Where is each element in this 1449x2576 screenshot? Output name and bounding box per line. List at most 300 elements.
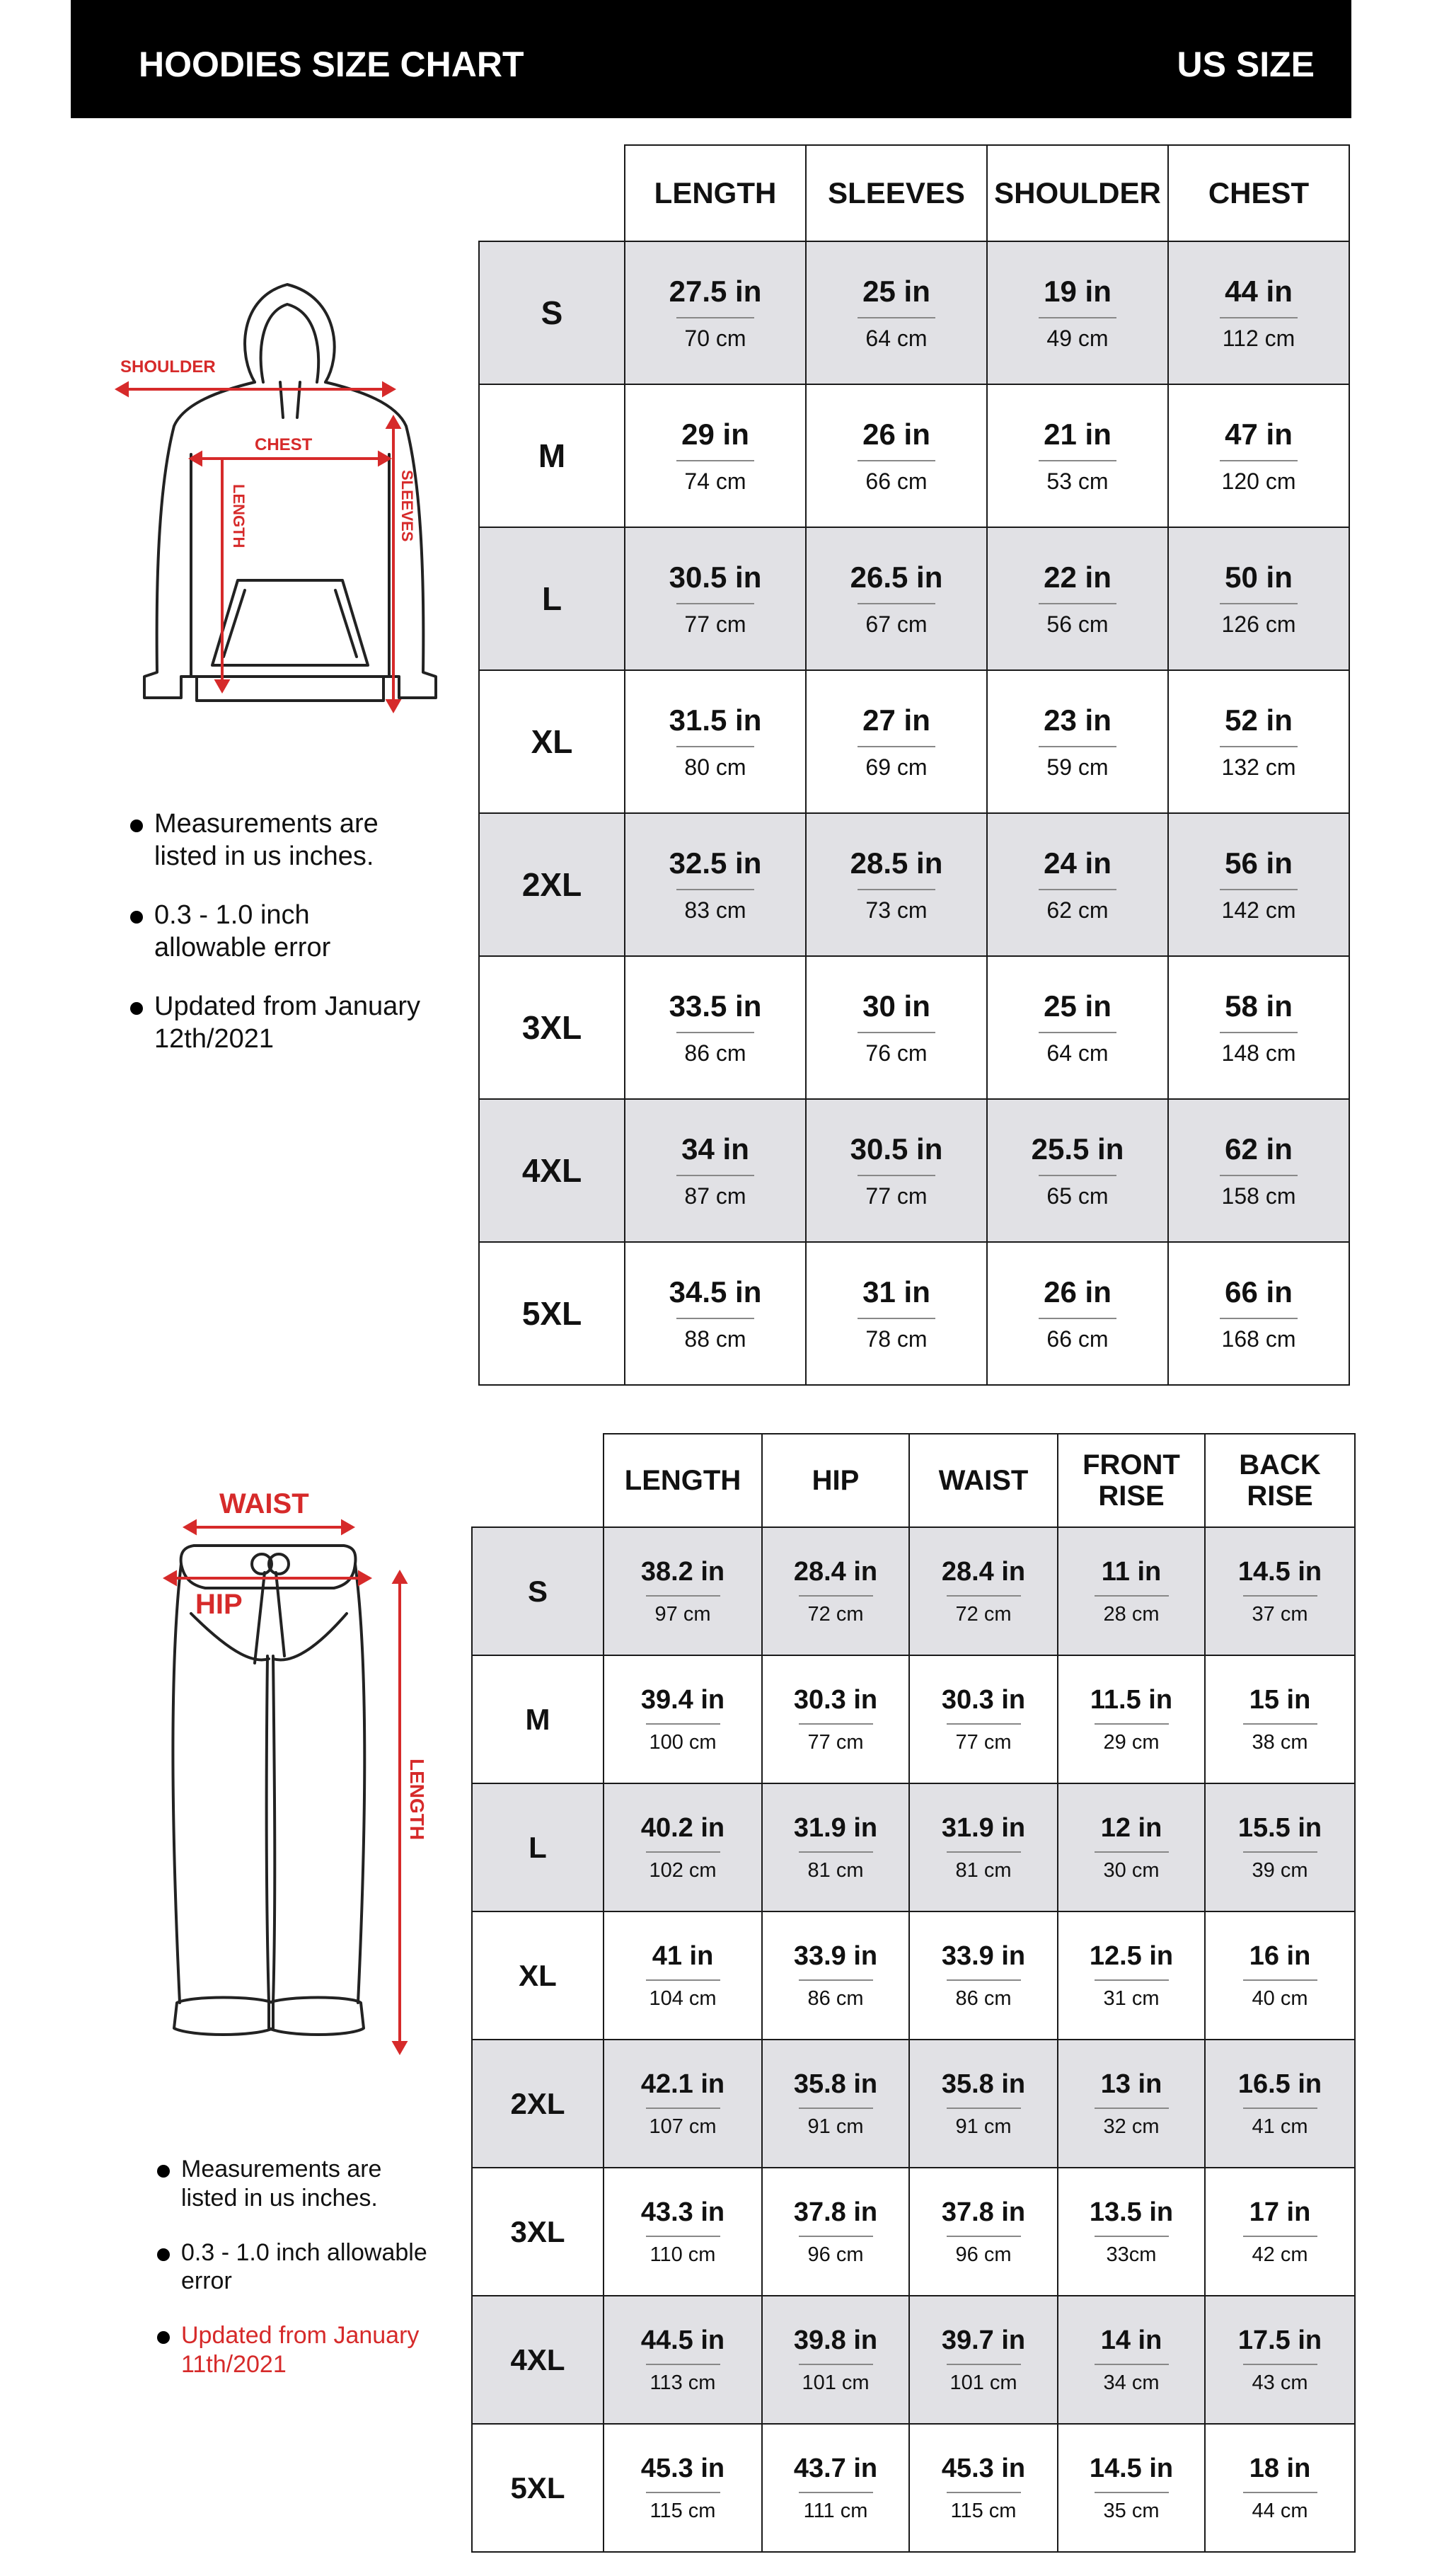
inch-value: 21 in [1044, 417, 1112, 451]
note-item: Measurements are listed in us inches. [157, 2155, 440, 2213]
value-divider [1039, 317, 1116, 318]
cm-value: 91 cm [807, 2115, 864, 2138]
value-divider [1220, 1032, 1298, 1033]
measurement-cell [625, 241, 806, 384]
cm-value: 53 cm [1046, 468, 1109, 494]
value-divider [799, 2492, 873, 2493]
measurement-cell [625, 527, 806, 670]
measurement-cell [625, 813, 806, 956]
table-row [479, 1242, 1349, 1385]
measurement-cell [604, 2296, 762, 2424]
cm-value: 39 cm [1252, 1858, 1308, 1882]
inch-value: 62 in [1225, 1132, 1293, 1166]
value-divider [947, 1851, 1021, 1853]
size-label: 2XL [479, 813, 625, 956]
value-divider [947, 1595, 1021, 1597]
inch-value: 42.1 in [640, 2069, 725, 2099]
value-divider [1220, 317, 1298, 318]
cm-value: 86 cm [807, 1986, 864, 2010]
cm-value: 142 cm [1221, 897, 1296, 923]
cm-value: 168 cm [1221, 1326, 1296, 1352]
value-divider [799, 2364, 873, 2365]
value-divider [676, 460, 754, 461]
measurement-cell [909, 2296, 1058, 2424]
measurement-cell [1205, 2168, 1355, 2296]
measurement-cell [762, 2424, 909, 2552]
value-divider [676, 603, 754, 604]
inch-value: 45.3 in [640, 2453, 725, 2483]
value-divider [1095, 2236, 1169, 2237]
size-label: L [472, 1783, 604, 1911]
inch-value: 41 in [652, 1940, 714, 1971]
measurement-cell [1058, 1783, 1205, 1911]
sleeves-label: SLEEVES [398, 470, 416, 542]
measurement-cell [1168, 241, 1349, 384]
cm-value: 104 cm [649, 1986, 717, 2010]
measurement-cell [1205, 1911, 1355, 2040]
value-divider [1220, 460, 1298, 461]
size-label: 2XL [472, 2040, 604, 2168]
inch-value: 27.5 in [669, 274, 762, 308]
measurement-cell [1058, 1911, 1205, 2040]
inch-value: 58 in [1225, 989, 1293, 1023]
inch-value: 31 in [862, 1275, 930, 1309]
column-header: WAIST [909, 1434, 1058, 1527]
table-row [479, 956, 1349, 1099]
cm-value: 64 cm [865, 325, 928, 351]
hoodie-illustration [113, 269, 467, 736]
value-divider [676, 1032, 754, 1033]
inch-value: 16 in [1249, 1940, 1311, 1971]
cm-value: 97 cm [654, 1602, 711, 1626]
measurement-cell [762, 2040, 909, 2168]
measurement-cell [1168, 384, 1349, 527]
measurement-cell [604, 2168, 762, 2296]
measurement-cell [909, 1783, 1058, 1911]
cm-value: 113 cm [650, 2371, 716, 2394]
value-divider [799, 1851, 873, 1853]
chart-header [71, 0, 1351, 118]
value-divider [1243, 1851, 1317, 1853]
value-divider [646, 1979, 720, 1981]
cm-value: 72 cm [955, 1602, 1012, 1626]
inch-value: 47 in [1225, 417, 1293, 451]
cm-value: 66 cm [1046, 1326, 1109, 1352]
inch-value: 25 in [1044, 989, 1112, 1023]
inch-value: 34 in [681, 1132, 749, 1166]
measurement-cell [909, 1655, 1058, 1783]
inch-value: 34.5 in [669, 1275, 762, 1309]
cm-value: 42 cm [1252, 2243, 1308, 2266]
cm-value: 65 cm [1046, 1183, 1109, 1209]
inch-value: 26 in [1044, 1275, 1112, 1309]
value-divider [1095, 1595, 1169, 1597]
cm-value: 43 cm [1252, 2371, 1308, 2394]
inch-value: 22 in [1044, 560, 1112, 594]
inch-value: 13.5 in [1089, 2197, 1174, 2227]
inch-value: 11.5 in [1090, 1684, 1173, 1715]
value-divider [1095, 1851, 1169, 1853]
cm-value: 148 cm [1221, 1040, 1296, 1066]
cm-value: 74 cm [684, 468, 746, 494]
cm-value: 40 cm [1252, 1986, 1308, 2010]
table-row [479, 1099, 1349, 1242]
cm-value: 88 cm [684, 1326, 746, 1352]
measurement-cell [987, 813, 1168, 956]
value-divider [1095, 2492, 1169, 2493]
measurement-cell [1168, 813, 1349, 956]
measurement-cell [987, 1099, 1168, 1242]
note-item: Measurements are listed in us inches. [130, 808, 427, 873]
value-divider [1243, 2108, 1317, 2109]
size-label: 5XL [479, 1242, 625, 1385]
value-divider [1095, 2108, 1169, 2109]
size-region-label: US SIZE [1177, 45, 1315, 84]
inch-value: 25.5 in [1031, 1132, 1124, 1166]
measurement-cell [1058, 2424, 1205, 2552]
measurement-cell [762, 1911, 909, 2040]
measurement-cell [1168, 1242, 1349, 1385]
measurement-cell [762, 1527, 909, 1655]
cm-value: 41 cm [1252, 2115, 1308, 2138]
hoodie-size-table [478, 144, 1350, 1386]
table-row [479, 527, 1349, 670]
inch-value: 27 in [862, 703, 930, 737]
value-divider [858, 1032, 935, 1033]
inch-value: 66 in [1225, 1275, 1293, 1309]
inch-value: 18 in [1249, 2453, 1311, 2483]
inch-value: 39.8 in [793, 2325, 878, 2355]
value-divider [1243, 2364, 1317, 2365]
inch-value: 50 in [1225, 560, 1293, 594]
value-divider [947, 2236, 1021, 2237]
inch-value: 30.5 in [850, 1132, 943, 1166]
value-divider [1243, 1595, 1317, 1597]
cm-value: 101 cm [949, 2371, 1017, 2394]
inch-value: 43.7 in [793, 2453, 878, 2483]
measurement-cell [625, 1242, 806, 1385]
measurement-cell [1205, 2424, 1355, 2552]
cm-value: 87 cm [684, 1183, 746, 1209]
cm-value: 115 cm [950, 2499, 1017, 2522]
inch-value: 14.5 in [1089, 2453, 1174, 2483]
value-divider [858, 460, 935, 461]
inch-value: 14 in [1100, 2325, 1162, 2355]
cm-value: 80 cm [684, 754, 746, 780]
size-label: 5XL [472, 2424, 604, 2552]
cm-value: 28 cm [1103, 1602, 1160, 1626]
measurement-cell [806, 813, 987, 956]
inch-value: 30.3 in [941, 1684, 1026, 1715]
value-divider [858, 1175, 935, 1176]
cm-value: 49 cm [1046, 325, 1109, 351]
value-divider [676, 746, 754, 747]
cm-value: 67 cm [865, 611, 928, 637]
measurement-cell [909, 2040, 1058, 2168]
value-divider [1243, 1723, 1317, 1725]
value-divider [646, 2108, 720, 2109]
measurement-cell [1058, 1655, 1205, 1783]
cm-value: 91 cm [955, 2115, 1012, 2138]
measurement-cell [806, 384, 987, 527]
value-divider [858, 603, 935, 604]
cm-value: 102 cm [649, 1858, 717, 1882]
value-divider [947, 2108, 1021, 2109]
cm-value: 29 cm [1103, 1730, 1160, 1754]
value-divider [646, 2364, 720, 2365]
cm-value: 110 cm [650, 2243, 716, 2266]
value-divider [1220, 746, 1298, 747]
measurement-cell [762, 1783, 909, 1911]
size-label: XL [472, 1911, 604, 2040]
cm-value: 81 cm [807, 1858, 864, 1882]
value-divider [799, 2236, 873, 2237]
table-row [472, 1655, 1355, 1783]
measurement-cell [762, 1655, 909, 1783]
cm-value: 111 cm [803, 2499, 868, 2522]
inch-value: 38.2 in [640, 1556, 725, 1587]
value-divider [858, 1318, 935, 1319]
measurement-cell [909, 1527, 1058, 1655]
cm-value: 33cm [1106, 2243, 1157, 2266]
hip-label: HIP [195, 1589, 243, 1620]
cm-value: 66 cm [865, 468, 928, 494]
measurement-cell [1205, 2296, 1355, 2424]
measurement-cell [806, 956, 987, 1099]
value-divider [1039, 460, 1116, 461]
cm-value: 101 cm [802, 2371, 870, 2394]
measurement-cell [806, 241, 987, 384]
column-header: CHEST [1168, 145, 1349, 241]
inch-value: 35.8 in [793, 2069, 878, 2099]
cm-value: 32 cm [1103, 2115, 1160, 2138]
cm-value: 73 cm [865, 897, 928, 923]
measurement-cell [987, 1242, 1168, 1385]
size-label: 3XL [479, 956, 625, 1099]
measurement-cell [1168, 527, 1349, 670]
measurement-cell [987, 670, 1168, 813]
cm-value: 77 cm [807, 1730, 864, 1754]
cm-value: 86 cm [684, 1040, 746, 1066]
measurement-cell [1205, 1655, 1355, 1783]
inch-value: 37.8 in [793, 2197, 878, 2227]
table-row [479, 241, 1349, 384]
value-divider [646, 1595, 720, 1597]
value-divider [1039, 1318, 1116, 1319]
pants-length-label: LENGTH [406, 1759, 428, 1841]
value-divider [1220, 889, 1298, 890]
inch-value: 14.5 in [1237, 1556, 1322, 1587]
cm-value: 112 cm [1222, 325, 1295, 351]
cm-value: 96 cm [807, 2243, 864, 2266]
value-divider [799, 1595, 873, 1597]
value-divider [676, 889, 754, 890]
column-header: HIP [762, 1434, 909, 1527]
inch-value: 52 in [1225, 703, 1293, 737]
value-divider [858, 746, 935, 747]
inch-value: 40.2 in [640, 1812, 725, 1843]
size-label: 4XL [479, 1099, 625, 1242]
pants-notes [157, 2155, 440, 2405]
value-divider [1039, 746, 1116, 747]
inch-value: 28.4 in [941, 1556, 1026, 1587]
inch-value: 15.5 in [1237, 1812, 1322, 1843]
measurement-cell [1205, 1783, 1355, 1911]
table-row [472, 1527, 1355, 1655]
pants-illustration [149, 1488, 446, 2074]
cm-value: 86 cm [955, 1986, 1012, 2010]
measurement-cell [604, 1783, 762, 1911]
inch-value: 30 in [862, 989, 930, 1023]
measurement-cell [1168, 670, 1349, 813]
inch-value: 31.9 in [941, 1812, 1026, 1843]
cm-value: 38 cm [1252, 1730, 1308, 1754]
size-label: M [479, 384, 625, 527]
value-divider [1243, 1979, 1317, 1981]
value-divider [1095, 2364, 1169, 2365]
measurement-cell [909, 1911, 1058, 2040]
cm-value: 120 cm [1221, 468, 1296, 494]
size-label: XL [479, 670, 625, 813]
value-divider [676, 317, 754, 318]
inch-value: 11 in [1101, 1556, 1162, 1587]
table-row [472, 2296, 1355, 2424]
cm-value: 56 cm [1046, 611, 1109, 637]
inch-value: 31.5 in [669, 703, 762, 737]
cm-value: 69 cm [865, 754, 928, 780]
value-divider [1243, 2236, 1317, 2237]
inch-value: 35.8 in [941, 2069, 1026, 2099]
measurement-cell [762, 2296, 909, 2424]
cm-value: 77 cm [865, 1183, 928, 1209]
inch-value: 23 in [1044, 703, 1112, 737]
measurement-cell [1168, 956, 1349, 1099]
inch-value: 33.5 in [669, 989, 762, 1023]
inch-value: 37.8 in [941, 2197, 1026, 2227]
inch-value: 29 in [681, 417, 749, 451]
measurement-cell [1058, 2296, 1205, 2424]
value-divider [1220, 1318, 1298, 1319]
cm-value: 37 cm [1252, 1602, 1308, 1626]
chart-title: HOODIES SIZE CHART [139, 45, 524, 84]
measurement-cell [909, 2168, 1058, 2296]
measurement-cell [604, 2040, 762, 2168]
inch-value: 33.9 in [941, 1940, 1026, 1971]
measurement-cell [987, 241, 1168, 384]
value-divider [1039, 603, 1116, 604]
cm-value: 115 cm [650, 2499, 716, 2522]
value-divider [1095, 1979, 1169, 1981]
inch-value: 17.5 in [1237, 2325, 1322, 2355]
table-row [472, 2168, 1355, 2296]
column-header: SLEEVES [806, 145, 987, 241]
cm-value: 44 cm [1252, 2499, 1308, 2522]
cm-value: 62 cm [1046, 897, 1109, 923]
shoulder-label: SHOULDER [120, 357, 216, 376]
note-item-updated: Updated from January 11th/2021 [157, 2321, 440, 2379]
inch-value: 33.9 in [793, 1940, 878, 1971]
hoodie-notes [130, 808, 427, 1083]
value-divider [646, 1851, 720, 1853]
cm-value: 83 cm [684, 897, 746, 923]
measurement-cell [806, 527, 987, 670]
cm-value: 77 cm [955, 1730, 1012, 1754]
measurement-cell [1205, 2040, 1355, 2168]
inch-value: 56 in [1225, 846, 1293, 880]
column-header: SHOULDER [987, 145, 1168, 241]
inch-value: 19 in [1044, 274, 1112, 308]
inch-value: 39.4 in [640, 1684, 725, 1715]
cm-value: 31 cm [1103, 1986, 1160, 2010]
inch-value: 44 in [1225, 274, 1293, 308]
inch-value: 39.7 in [941, 2325, 1026, 2355]
inch-value: 24 in [1044, 846, 1112, 880]
value-divider [947, 1723, 1021, 1725]
column-header: LENGTH [625, 145, 806, 241]
inch-value: 12.5 in [1089, 1940, 1174, 1971]
table-corner [472, 1434, 604, 1527]
cm-value: 96 cm [955, 2243, 1012, 2266]
measurement-cell [625, 1099, 806, 1242]
size-label: S [472, 1527, 604, 1655]
table-row [479, 670, 1349, 813]
table-row [479, 813, 1349, 956]
note-item: Updated from January 12th/2021 [130, 991, 427, 1055]
cm-value: 126 cm [1221, 611, 1296, 637]
value-divider [676, 1175, 754, 1176]
value-divider [646, 2492, 720, 2493]
cm-value: 30 cm [1103, 1858, 1160, 1882]
value-divider [646, 2236, 720, 2237]
table-corner [479, 145, 625, 241]
inch-value: 31.9 in [793, 1812, 878, 1843]
measurement-cell [1168, 1099, 1349, 1242]
measurement-cell [604, 1527, 762, 1655]
table-row [472, 2424, 1355, 2552]
cm-value: 158 cm [1221, 1183, 1296, 1209]
waist-label: WAIST [219, 1488, 309, 1519]
inch-value: 26.5 in [850, 560, 943, 594]
measurement-cell [987, 527, 1168, 670]
size-label: L [479, 527, 625, 670]
inch-value: 44.5 in [640, 2325, 725, 2355]
value-divider [799, 2108, 873, 2109]
table-row [472, 1911, 1355, 2040]
measurement-cell [1058, 2168, 1205, 2296]
measurement-cell [625, 670, 806, 813]
cm-value: 78 cm [865, 1326, 928, 1352]
value-divider [947, 1979, 1021, 1981]
value-divider [947, 2364, 1021, 2365]
column-header: BACK RISE [1205, 1434, 1355, 1527]
measurement-cell [806, 1099, 987, 1242]
measurement-cell [806, 1242, 987, 1385]
note-item: 0.3 - 1.0 inch allowable error [130, 899, 427, 964]
measurement-cell [909, 2424, 1058, 2552]
value-divider [1243, 2492, 1317, 2493]
measurement-cell [625, 384, 806, 527]
cm-value: 64 cm [1046, 1040, 1109, 1066]
value-divider [858, 317, 935, 318]
cm-value: 59 cm [1046, 754, 1109, 780]
value-divider [1039, 889, 1116, 890]
inch-value: 43.3 in [640, 2197, 725, 2227]
hoodie-table-body [479, 241, 1349, 1385]
cm-value: 132 cm [1221, 754, 1296, 780]
inch-value: 28.4 in [793, 1556, 878, 1587]
measurement-cell [1205, 1527, 1355, 1655]
inch-value: 16.5 in [1237, 2069, 1322, 2099]
